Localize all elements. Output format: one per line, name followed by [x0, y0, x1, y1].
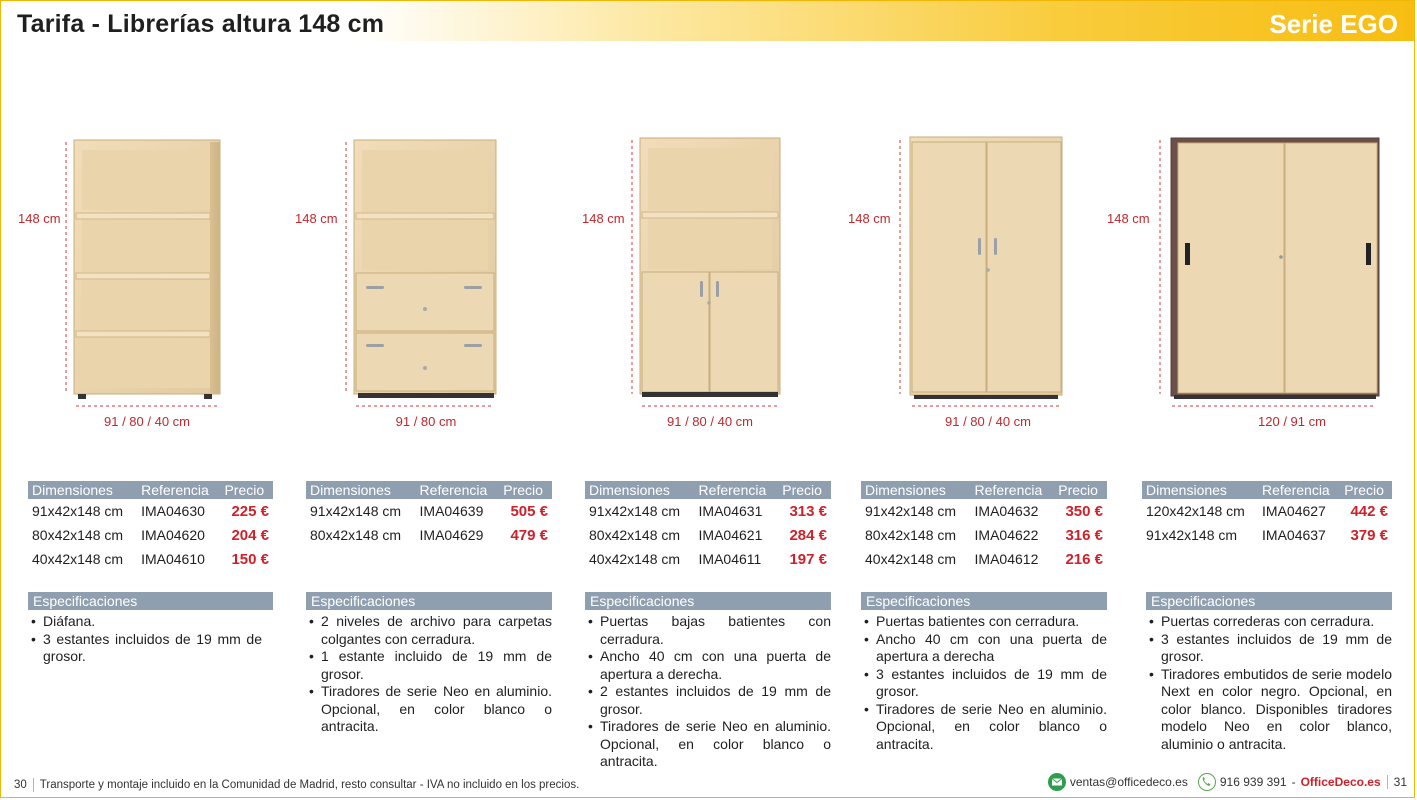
- brand-name[interactable]: OfficeDeco.es: [1300, 775, 1381, 789]
- spec-item: • 2 niveles de archivo para carpetas colgantes con cerradura.: [308, 613, 552, 648]
- footer-contact: [1048, 773, 1407, 791]
- table-row: [306, 523, 552, 547]
- spec-list-5: [1148, 613, 1392, 753]
- row-dimension: 91x42x148 cm: [32, 503, 124, 519]
- price-table-4: [861, 481, 1107, 571]
- row-reference: IMA04611: [698, 551, 762, 567]
- spec-header-1: Especificaciones: [28, 592, 273, 610]
- row-reference: IMA04639: [419, 503, 484, 519]
- height-label-3: 148 cm: [582, 211, 625, 226]
- row-reference: IMA04637: [1262, 527, 1326, 543]
- row-price: 150 €: [231, 550, 269, 568]
- row-dimension: 120x42x148 cm: [1146, 503, 1245, 519]
- row-dimension: 80x42x148 cm: [865, 527, 957, 543]
- price-table-2: [306, 481, 552, 547]
- table-row: [28, 547, 273, 571]
- col-dimensiones: Dimensiones: [306, 481, 416, 499]
- col-precio: Precio: [220, 481, 273, 499]
- series-label: Serie EGO: [1269, 9, 1398, 39]
- row-reference: IMA04629: [419, 527, 484, 543]
- col-precio: Precio: [1054, 481, 1107, 499]
- height-label-5: 148 cm: [1107, 211, 1150, 226]
- spec-item: • 2 estantes incluidos de 19 mm de grosor.: [587, 683, 831, 718]
- width-label-5: 120 / 91 cm: [1258, 414, 1326, 429]
- table-row: [1142, 499, 1392, 523]
- table-row: [585, 523, 831, 547]
- spec-header-5: Especificaciones: [1146, 592, 1392, 610]
- row-reference: IMA04612: [974, 551, 1039, 567]
- spec-item: • Ancho 40 cm con una puerta de apertura a derecha: [863, 631, 1107, 666]
- table-row: [861, 547, 1107, 571]
- row-dimension: 91x42x148 cm: [1146, 527, 1238, 543]
- table-row: [28, 499, 273, 523]
- row-price: 284 €: [789, 526, 827, 544]
- row-price: 197 €: [789, 550, 827, 568]
- row-price: 442 €: [1350, 502, 1388, 520]
- row-price: 350 €: [1065, 502, 1103, 520]
- spec-item: • Puertas correderas con cerradura.: [1148, 613, 1392, 631]
- spec-list-4: [863, 613, 1107, 753]
- width-label-3: 91 / 80 / 40 cm: [667, 414, 753, 429]
- price-table-3: [585, 481, 831, 571]
- row-dimension: 40x42x148 cm: [589, 551, 681, 567]
- row-dimension: 80x42x148 cm: [32, 527, 124, 543]
- contact-phone[interactable]: 916 939 391: [1219, 775, 1287, 789]
- row-reference: IMA04621: [698, 527, 763, 543]
- spec-item: • Tiradores de serie Neo en aluminio. Opcional, en color blanco o antracita.: [308, 683, 552, 736]
- row-dimension: 40x42x148 cm: [865, 551, 957, 567]
- col-dimensiones: Dimensiones: [28, 481, 137, 499]
- spec-item: • 3 estantes incluidos de 19 mm de grosor.: [863, 666, 1107, 701]
- height-label-2: 148 cm: [295, 211, 338, 226]
- spec-list-2: [308, 613, 552, 736]
- row-dimension: 91x42x148 cm: [865, 503, 957, 519]
- spec-item: • Diáfana.: [30, 613, 262, 631]
- table-row: [861, 523, 1107, 547]
- table-row: [585, 499, 831, 523]
- row-reference: IMA04627: [1262, 503, 1326, 519]
- col-referencia: Referencia: [971, 481, 1055, 499]
- table-row: [1142, 523, 1392, 547]
- cabinet-sliding-doors-image: [1171, 138, 1379, 399]
- col-precio: Precio: [499, 481, 552, 499]
- spec-item: • Tiradores embutidos de serie modelo Next en color negro. Opcional, en color blanco. Disponibles tiradores modelo Neo en color blanco, aluminio o antracita.: [1148, 666, 1392, 754]
- row-reference: IMA04610: [141, 551, 205, 567]
- col-referencia: Referencia: [1258, 481, 1340, 499]
- spec-item: • Puertas batientes con cerradura.: [863, 613, 1107, 631]
- col-dimensiones: Dimensiones: [585, 481, 695, 499]
- spec-header-2: Especificaciones: [306, 592, 552, 610]
- table-row: [306, 499, 552, 523]
- col-referencia: Referencia: [695, 481, 779, 499]
- row-reference: IMA04620: [141, 527, 205, 543]
- row-dimension: 40x42x148 cm: [32, 551, 124, 567]
- col-referencia: Referencia: [137, 481, 220, 499]
- spec-item: • Ancho 40 cm con una puerta de apertura a derecha.: [587, 648, 831, 683]
- row-reference: IMA04630: [141, 503, 205, 519]
- row-price: 225 €: [231, 502, 269, 520]
- footer-note: [14, 778, 579, 792]
- width-label-4: 91 / 80 / 40 cm: [945, 414, 1031, 429]
- row-reference: IMA04631: [698, 503, 763, 519]
- bookcase-open-image: [74, 140, 220, 399]
- spec-item: • 3 estantes incluidos de 19 mm de grosor.: [30, 631, 262, 666]
- spec-list-1: [30, 613, 262, 666]
- width-label-2: 91 / 80 cm: [395, 414, 457, 429]
- col-dimensiones: Dimensiones: [861, 481, 971, 499]
- bookcase-low-doors-image: [640, 138, 780, 397]
- email-icon: [1048, 773, 1066, 791]
- col-precio: Precio: [1340, 481, 1392, 499]
- page-number-right: 31: [1393, 775, 1407, 789]
- row-price: 313 €: [789, 502, 827, 520]
- row-dimension: 80x42x148 cm: [589, 527, 681, 543]
- spec-header-4: Especificaciones: [861, 592, 1107, 610]
- phone-icon: [1198, 773, 1216, 791]
- spec-header-3: Especificaciones: [585, 592, 831, 610]
- width-label-1: 91 / 80 / 40 cm: [104, 414, 190, 429]
- spec-item: • 1 estante incluido de 19 mm de grosor.: [308, 648, 552, 683]
- bookcase-drawers-image: [354, 140, 496, 398]
- row-price: 316 €: [1065, 526, 1103, 544]
- row-price: 505 €: [510, 502, 548, 520]
- row-reference: IMA04622: [974, 527, 1039, 543]
- table-row: [585, 547, 831, 571]
- col-precio: Precio: [778, 481, 831, 499]
- page-number-left: 30: [14, 779, 27, 792]
- spec-item: • Tiradores de serie Neo en aluminio. Opcional, en color blanco o antracita.: [863, 701, 1107, 754]
- table-row: [861, 499, 1107, 523]
- spec-list-3: [587, 613, 831, 771]
- height-label-4: 148 cm: [848, 211, 891, 226]
- footer-dash: -: [1291, 775, 1296, 789]
- price-table-5: [1142, 481, 1392, 547]
- col-dimensiones: Dimensiones: [1142, 481, 1258, 499]
- spec-item: • Puertas bajas batientes con cerradura.: [587, 613, 831, 648]
- row-price: 216 €: [1065, 550, 1103, 568]
- row-price: 204 €: [231, 526, 269, 544]
- table-row: [28, 523, 273, 547]
- row-dimension: 91x42x148 cm: [310, 503, 402, 519]
- page-title: Tarifa - Librerías altura 148 cm: [17, 10, 385, 38]
- row-price: 379 €: [1350, 526, 1388, 544]
- footer-disclaimer: Transporte y montaje incluido en la Comunidad de Madrid, resto consultar - IVA no incluido en los precios.: [39, 779, 580, 792]
- row-price: 479 €: [510, 526, 548, 544]
- price-table-1: [28, 481, 273, 571]
- contact-email[interactable]: ventas@officedeco.es: [1069, 775, 1188, 789]
- row-reference: IMA04632: [974, 503, 1039, 519]
- spec-item: • Tiradores de serie Neo en aluminio. Opcional, en color blanco o antracita.: [587, 718, 831, 771]
- row-dimension: 80x42x148 cm: [310, 527, 402, 543]
- col-referencia: Referencia: [416, 481, 500, 499]
- height-label-1: 148 cm: [18, 211, 61, 226]
- row-dimension: 91x42x148 cm: [589, 503, 681, 519]
- cabinet-doors-image: [910, 137, 1062, 399]
- spec-item: • 3 estantes incluidos de 19 mm de grosor.: [1148, 631, 1392, 666]
